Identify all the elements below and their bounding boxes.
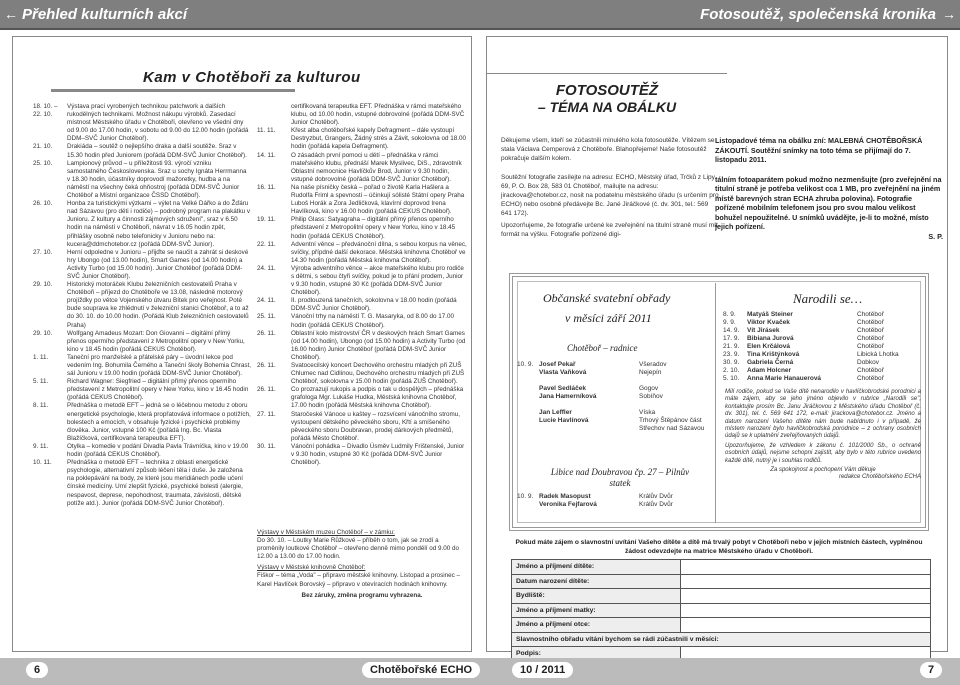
- birth-town: Chotěboř: [857, 335, 884, 342]
- notice-title-museum: Výstavy v Městském muzeu Chotěboř – v zámku:: [257, 529, 395, 536]
- birth-name: Elen Krčálová: [747, 343, 790, 350]
- form-label: Jméno a příjmení dítěte:: [512, 560, 681, 575]
- fotosoutez-b2: tálním fotoaparátem pokud možno nezmenšujte (pro zveřejnění na titulní straně je potřeba velikost cca 1 MB, pro zveřejnění na jiném místě barevných stran ECHA zhruba polovina). Fotografie pořízené mobilním telefonem jsou pro svou malou velikost bohužel nepoužitelné. U snímků uvádějte, je-li to možné, místo jejich pořízení.: [715, 174, 942, 231]
- fotosoutez-text: [501, 136, 719, 239]
- person-town: Králův Dvůr: [639, 501, 673, 508]
- couple-row: [539, 417, 709, 433]
- person-town: Sobíňov: [639, 393, 663, 400]
- arrow-right-icon: →: [942, 6, 956, 22]
- narozeni-note: [725, 389, 921, 482]
- person-name: Vlasta Vaňková: [539, 369, 587, 376]
- fotosoutez-subtitle: – TÉMA NA OBÁLKU: [537, 99, 677, 115]
- person-town: Nejepín: [639, 369, 662, 376]
- event-text: Otylka – komedie v podání Divadla Pavla Trávníčka, kino v 19.00 hodin (pořádá CEKUS Chotěboř).: [67, 442, 249, 459]
- birth-date: 17. 9.: [723, 335, 740, 342]
- event-item: [33, 160, 251, 200]
- couple-row: [539, 385, 709, 393]
- fotosoutez-p3: Upozorňujeme, že fotografie určené ke zveřejnění na titulní straně musí mít formát na výšku. Fotografie pořízené digi-: [501, 222, 718, 238]
- birth-date: 30. 9.: [723, 359, 740, 366]
- event-date: 14. 11.: [257, 151, 276, 159]
- birth-date: 8. 9.: [723, 311, 736, 318]
- event-date: 29. 10.: [33, 329, 53, 337]
- birth-name: Tina Krištýnková: [747, 351, 800, 358]
- event-item: [257, 411, 467, 443]
- event-date: 25. 10.: [33, 159, 53, 167]
- event-text: Výroba adventního věnce – akce mateřského klubu pro rodiče s dětmi, s sebou čtyři svíčky, pokud je to přání prodem, Junior v 9.30 hodin, vstupné 30 Kč (pořádá DDM-SVČ Junior Chotěboř).: [291, 264, 464, 297]
- event-date: 25. 11.: [257, 313, 276, 321]
- fotosoutez-p2: Soutěžní fotografie zasílejte na adresu: ECHO, Městský úřad, Trčků z Lipy 69, P. O. Box 28, 583 01 Chotěboř, mailujte na adresu: jirackova@chotebor.cz, nosit na podatelnu městského úřadu (s určením pro ECHO) nebo osobně předávejte Bc. Jané Jiráčkové (č. dv. 301, tel.: 569 641 172).: [501, 174, 719, 217]
- birth-town: Chotěboř: [857, 343, 884, 350]
- person-name: Josef Pekař: [539, 361, 576, 368]
- obrady-date-1: 10. 9.: [517, 361, 534, 368]
- event-item: [257, 184, 467, 216]
- person-name: Veronika Fejfarová: [539, 501, 597, 508]
- couple-row: [539, 493, 709, 501]
- birth-date: 9. 9.: [723, 319, 736, 326]
- birth-name: Viktor Kvaček: [747, 319, 790, 326]
- event-item: [257, 152, 467, 184]
- birth-name: Matyáš Steiner: [747, 311, 793, 318]
- birth-row: [723, 343, 923, 351]
- event-item: [33, 143, 251, 159]
- couple-row: [539, 501, 709, 509]
- birth-town: Libická Lhotka: [857, 351, 899, 358]
- form-label: Bydliště:: [512, 589, 681, 604]
- event-date: 8. 11.: [33, 402, 49, 410]
- birth-date: 23. 9.: [723, 351, 740, 358]
- obrady-title: Občanské svatební obřady: [543, 291, 671, 305]
- birth-row: [723, 375, 923, 383]
- births-weddings-frame: [509, 273, 929, 531]
- obrady-subtitle: v měsíci září 2011: [565, 311, 652, 325]
- event-text: Philip Glass: Satyagraha – digitální přímý přenos operního představení z Metropolitní opery v New Yorku, kino v 18.45 hodin (pořádá CEKUS Chotěboř).: [291, 216, 456, 240]
- event-date: [257, 103, 287, 127]
- narozeni-sign: redakce Chotěbořského ECHA: [838, 474, 921, 481]
- form-label: Podpis:: [512, 647, 681, 662]
- event-item: [257, 103, 467, 127]
- header-bar: [0, 0, 960, 30]
- event-date: 5. 11.: [33, 378, 49, 386]
- event-text: certifikovaná terapeutka EFT. Přednáška v rámci mateřského klubu, od 10.00 hodin, vstupné dobrovolné (pořádá DDM-SVČ Junior Chotěboř).: [291, 103, 465, 127]
- narozeni-list: [723, 311, 923, 383]
- form-intro: Pokud máte zájem o slavnostní uvítání Vašeho dítěte a dítě má trvalý pobyt v Chotěboři nebo v jejích místních částech, vyplněnou žádost odevzdejte na matrice Městského úřadu v Chotěboři.: [515, 539, 923, 555]
- event-text: Přednáška o metodě EFT – technika z oblasti energetické psychologie, alternativní způsob léčení těla i duše. Je založena na poklepávání na body, ze které jsou meridiánech podle učení čínské medicíny. Umí zlepšit fyzické, psychické bolesti (alergie, nespavost, deprese, nepohodnost, traumata, závislosti, dětské potíže atd.). Junior (pořádá DDM-SVČ Junior Chotěboř).: [67, 459, 243, 507]
- event-date: 27. 11.: [257, 410, 276, 418]
- person-name: Pavel Sedláček: [539, 385, 586, 392]
- event-item: [257, 127, 467, 151]
- fotosoutez-b1: Listopadové téma na obálku zní: MALEBNÁ CHOTĚBOŘSKÁ ZÁKOUTÍ. Soutěžní snímky na toto téma se přijímají do 7. listopadu 2011.: [715, 136, 923, 164]
- event-item: [33, 200, 251, 249]
- form-row: [512, 574, 931, 589]
- event-text: Honba za turistickými výzkami – výlet na Velké Dářko a do Žďáru nad Sázavou (pro děti i rodiče) – podrobný program na plakátku v Junioru. Z kultury a činnosti zájmových sdružení", sraz v 6.50 hodin na náměstí v Chotěboři, návrat v 16.05 hodin zpět, přihlášky osobně nebo telefonicky v Junioru nebo na: kucera@ddmchotebor.cz (pořádá DDM-SVČ Junior).: [67, 200, 251, 248]
- obrady-place-1: Chotěboř – radnice: [567, 343, 638, 353]
- notice-text-library: Fiškor – téma „Voda" – připravo městské knihovny. Listopad a prosinec – Karel Havlíček Borovský – připravo v otevíracích hodinách knihovny.: [257, 572, 461, 588]
- footer-bar: [0, 658, 960, 685]
- left-page: [12, 36, 472, 652]
- person-name: Jan Leffler: [539, 409, 572, 416]
- birth-town: Chotěboř: [857, 375, 884, 382]
- event-text: Drakiáda – soutěž o nejlepšího draka a další soutěže. Sraz v 15.30 hodin před Juniorem (pořádá DDM-SVČ Junior Chotěboř).: [67, 143, 247, 159]
- event-text: Adventní věnce – předvánoční dílna, s sebou korpus na věnec, svíčky, přípdné další dekorace. Městská knihovna Chotěboř ve 14.30 hodin (pořádá Městská knihovna Chotěboř).: [291, 240, 467, 264]
- event-text: Na naše písničky česká – pořad o životě Karla Hašlera a Rudolfa Friml a spevnosti – účinkují sólisté Státní opery Praha Luboš Horák a Zora Jedličková, klavírní doprovod Irena Havlíková, kino v 16.00 hodin (pořádá CEKUS Chotěboř).: [291, 183, 465, 216]
- birth-row: [723, 367, 923, 375]
- form-row: [512, 603, 931, 618]
- couple-row: [539, 409, 709, 417]
- birth-name: Adam Holcner: [747, 367, 792, 374]
- couple-row: [539, 369, 709, 377]
- birth-town: Dobkov: [857, 359, 880, 366]
- person-town: Trhový Štěpánov část Střechov nad Sázavou: [639, 417, 705, 432]
- obrady-couples-1: [539, 361, 709, 441]
- title-rule: [51, 89, 295, 92]
- couple-row: [539, 361, 709, 369]
- narozeni-note-2: Upozorňujeme, že vzhledem k zákonu č. 101/2000 Sb., o ochraně osobních údajů, nejsme schopni zajistit, aby bylo v této rubrice uvedeno každé dítě, nutný je i souhlas rodičů.: [725, 442, 921, 464]
- event-date: 27. 10.: [33, 248, 53, 256]
- event-item: [33, 443, 251, 459]
- event-item: [257, 330, 467, 362]
- event-item: [257, 362, 467, 386]
- birth-name: Vít Jirásek: [747, 327, 780, 334]
- page-title: Kam v Chotěboři za kulturou: [143, 69, 361, 86]
- birth-row: [723, 319, 923, 327]
- header-right: Fotosoutěž, společenská kronika: [700, 6, 936, 23]
- form-row: [512, 618, 931, 633]
- event-text: Oblastní kolo mistrovství ČR v deskových hrách Smart Games (od 14.00 hodin), Ubongo (od 15.00 hodin) a Activity Turbo (od 16.00 hodin) Junior Chotěboř (pořádá DDM-SVČ Junior Chotěboř).: [291, 329, 466, 361]
- person-town: Králův Dvůr: [639, 493, 673, 500]
- event-item: [33, 281, 251, 330]
- fotosoutez-sign: S. P.: [928, 231, 943, 241]
- event-text: O zásadách první pomoci u dětí – přednáška v rámci mateřského klubu, přednáší Marek Myslivec, DiS., zdravotník Oblastní nemocnice Havlíčkův Brod, Junior v 9.30 hodin, vstupné dobrovolné (pořádá DDM-SVČ Junior Chotěboř).: [291, 151, 462, 183]
- event-text: Přednáška o metodě EFT – jedná se o léčebnou metodu z oboru energetické psychologie, která propřatovává informace o potížích, bolestech a emocích, v obsahuje fyzické i psychické problémy člověka. Junior, vstupné 100 Kč (pořádá Ing. Bc. Vlasta Blažíčková, certifikovaná terapeutka EFT).: [67, 402, 251, 442]
- header-left: Přehled kulturních akcí: [22, 6, 188, 23]
- event-date: 21. 10.: [33, 143, 53, 151]
- event-date: 10. 11.: [33, 459, 52, 467]
- arrow-left-icon: ←: [4, 6, 18, 22]
- event-text: Co prozrazují rukopis a podpis o tak u dospělých – přednáška grafologa Mgr. Lukáše Hudka, Městská knihovna Chotěboř, 17.00 hodin (pořádá Městská knihovna Chotěboř).: [291, 386, 464, 410]
- form-field[interactable]: [681, 560, 931, 575]
- fotosoutez-p1: Děkujeme všem, kteří se zúčastnili minulého kola fotosoutěže. Vítězem se stala Václava Cemperová z Chotěboře. Blahopřejeme! Naše fotosoutěž pokračuje dalším kolem.: [501, 137, 715, 162]
- events-column-2: [257, 103, 467, 467]
- disclaimer: Bez záruky, změna programu vyhrazena.: [301, 591, 423, 599]
- birth-town: Chotěboř: [857, 311, 884, 318]
- person-name: Radek Masopust: [539, 493, 591, 500]
- form-field[interactable]: [681, 574, 931, 589]
- form-field[interactable]: [681, 603, 931, 618]
- birth-date: 5. 10.: [723, 375, 740, 382]
- birth-date: 2. 10.: [723, 367, 740, 374]
- event-text: Vánoční trhy na náměstí T. G. Masaryka, od 8.00 do 17.00 hodin (pořádá CEKUS Chotěboř).: [291, 313, 454, 329]
- birth-row: [723, 351, 923, 359]
- event-text: Taneční pro manželské a přátelské páry – úvodní lekce pod vedením Ing. Bohumila Černého a Taneční školy Bohemia Chrast, sál Junioru v 19.00 hodin (pořádá DDM-SVČ Junior Chotěboř).: [67, 353, 251, 378]
- welcome-form: [511, 559, 931, 662]
- event-item: [257, 443, 467, 467]
- event-item: [33, 378, 251, 402]
- person-town: Všeradov: [639, 361, 667, 368]
- birth-row: [723, 335, 923, 343]
- narozeni-wish: Za spokojnost a pochopení Vám děkuje: [770, 467, 876, 474]
- narozeni-note-1: Milí rodiče, pokud se Vaše dítě nenarodilo v havlíčkobrodské porodnici a máte zájem, aby se jeho jméno objevilo v rubrice „Narodili se", kontaktujte prosím Bc. Janu Jiráčkovou z Městského úřadu Chotěboř (č. dv. 301), tel. č. 569 641 172, e-mail: jirackova@chotebor.cz. Jméno a datum narození Vašeho dítěte nám bude nabídnuto i v případě, že místem narození bylo havlíčkobrodská porodnice – z ochrany osobních údajů se k uplatnění zveřejňovaných údajů.: [725, 389, 921, 440]
- event-date: 26. 10.: [33, 200, 53, 208]
- event-date: 22. 11.: [257, 240, 276, 248]
- birth-name: Bibiana Jurová: [747, 335, 794, 342]
- person-town: Gogov: [639, 385, 659, 392]
- right-page: [486, 36, 948, 658]
- events-column-1: [33, 103, 251, 508]
- event-item: [257, 313, 467, 329]
- event-date: 24. 11.: [257, 297, 276, 305]
- event-text: Svatocecilský koncert Dechového orchestru mladých při ZUŠ Chlumec nad Cidlinou, Dechového orchestru mladých při ZUŠ Chotěboř, sokolovna v 15.00 hodin (pořádá ZUŠ Chotěboř).: [291, 362, 465, 386]
- birth-date: 21. 9.: [723, 343, 740, 350]
- birth-row: [723, 327, 923, 335]
- event-item: [257, 265, 467, 297]
- page-number-left: 6: [26, 662, 48, 678]
- birth-town: Chotěboř: [857, 319, 884, 326]
- couple-row: [539, 393, 709, 401]
- event-item: [257, 386, 467, 410]
- obrady-date-2: 10. 9.: [517, 493, 534, 500]
- event-date: 26. 11.: [257, 362, 276, 369]
- form-label: Jméno a příjmení matky:: [512, 603, 681, 618]
- event-date: 16. 11.: [257, 183, 276, 191]
- event-text: Křest alba chotěbořské kapely Defragment – dále vystoupí Destryzbut, Grangers, Žádný strés a Závit, sokolovna od 18.00 hodin (pořádá kapela Defragment).: [291, 127, 466, 151]
- obrady-place-2: Libice nad Doubravou čp. 27 – Pilnův statek: [550, 467, 690, 488]
- birth-town: Chotěboř: [857, 327, 884, 334]
- event-item: [33, 402, 251, 442]
- event-date: 29. 10.: [33, 281, 53, 289]
- event-item: [257, 297, 467, 313]
- event-item: [33, 249, 251, 281]
- person-name: Lucie Havlínová: [539, 417, 589, 424]
- form-label: Slavnostního obřadu vítání bychom se rádi zúčastnili v měsíci:: [512, 632, 931, 647]
- event-text: Richard Wagner: Siegfried – digitální přímý přenos opermího představení z Metropolitní opery v New Yorku, kino v 16.45 hodin (pořádá CEKUS Chotěboř).: [67, 378, 249, 402]
- event-date: 24. 11.: [257, 264, 276, 272]
- notices: [257, 529, 467, 600]
- event-date: 19. 11.: [257, 216, 276, 224]
- birth-name: Gabriela Černá: [747, 359, 794, 366]
- event-item: [33, 354, 251, 378]
- issue-number: 10 / 2011: [512, 662, 573, 678]
- form-row: [512, 632, 931, 647]
- event-text: Vánoční pohádka – Divadlo Úsměv Ludmily Frištenské, Junior v 9.30 hodin, vstupné 30 Kč (pořádá DDM-SVČ Junior Chotěboř).: [291, 442, 465, 467]
- event-text: Historický motoráček Klubu železničních cestovatelů Praha v Chotěboři – příjezd do Chotěboře ve 13.08, následně motorový projíždky po větce Vojenského útvaru Bítek pro veřejnost. Poté bude souprava ke zhlédnutí v železniční stanici Chotěboř, a to až do 30. 10. do 10.00 hodin. (Pořádá Klub železničních cestovatelů Praha): [67, 281, 249, 329]
- event-item: [33, 103, 251, 143]
- event-date: 30. 11.: [257, 442, 276, 450]
- event-item: [33, 330, 251, 354]
- form-row: [512, 560, 931, 575]
- event-text: II. prodlouzená tanečních, sokolovna v 18.00 hodin (pořádá DDM-SVČ Junior Chotěboř).: [291, 297, 457, 313]
- event-text: Výstava prací vyrobených technikou patchwork a dalších rukodělných technikami. Možnost nákupu výrobků. Zasedací místnost Městského úřadu v Chotěboři, otevřeno ve všední dny od 9.00 do 17.00 hodin, v sobotu od 9.00 do 12.00 hodin (pořádá DDM–SVČ Junior Chotěboř).: [67, 103, 249, 143]
- event-item: [33, 459, 251, 508]
- birth-date: 14. 9.: [723, 327, 740, 334]
- event-text: Wolfgang Amadeus Mozart: Don Giovanni – digitální přímý přenos opermího představení z Metropolitní opery v New Yorku, kino v 18.45 hodin (pořádá CEKUS Chotěboř).: [67, 329, 245, 353]
- person-town: Víska: [639, 409, 656, 416]
- form-label: Jméno a příjmení otce:: [512, 618, 681, 633]
- birth-row: [723, 311, 923, 319]
- event-date: 26. 11.: [257, 386, 276, 394]
- event-item: [257, 241, 467, 265]
- fotosoutez-bold: [715, 136, 943, 241]
- person-name: Jana Hamerníková: [539, 393, 597, 400]
- fotosoutez-title: FOTOSOUTĚŽ: [555, 82, 659, 99]
- obrady-couples-2: [539, 493, 709, 517]
- birth-row: [723, 359, 923, 367]
- event-item: [257, 216, 467, 240]
- event-date: 9. 11.: [33, 442, 49, 450]
- event-text: Staročeské Vánoce u kaštey – rozsvícení vánočního stromu, vystoupení dětského pěveckého sboru, Křtí a smíšeného pěveckého sboru Doubravan, prodej dárkových předmětů, pořádá Město Chotěboř.: [291, 410, 461, 442]
- form-field[interactable]: [681, 589, 931, 604]
- event-text: Herní odpoledne v Junioru – přijďte se naučit a zahrát si deskové hry Ubongo (od 13.00 hodin), Smart Games (od 14.00 hodin) a Activity Turbo (od 15.00 hodin). Junior Chotěboř (pořádá DDM-SVČ Junior Chotěboř).: [67, 248, 249, 280]
- event-date: 18. 10. – 22. 10.: [33, 103, 58, 119]
- notice-title-library: Výstavy v Městské knihovně Chotěboř:: [257, 564, 366, 572]
- birth-name: Anna Marie Hanauerová: [747, 375, 822, 382]
- form-row: [512, 589, 931, 604]
- notice-text-museum: Do 30. 10. – Loutky Marie Růžkové – příběh o tom, jak se zrodí a proměnily loutkové Chotěboř – otevřeno denně mimo pondělí od 9.00 do 12.00 a 13.00 do 17.00 hodin.: [257, 537, 459, 561]
- event-date: 1. 11.: [33, 353, 49, 361]
- narozeni-title: Narodili se…: [793, 291, 863, 306]
- page-number-right: 7: [920, 662, 942, 678]
- birth-town: Chotěboř: [857, 367, 884, 374]
- form-field[interactable]: [681, 618, 931, 633]
- event-date: 11. 11.: [257, 127, 276, 135]
- publication-name: Chotěbořské ECHO: [362, 662, 480, 678]
- form-label: Datum narození dítěte:: [512, 574, 681, 589]
- event-text: Lampionový průvod – u příležitosti 93. výročí vzniku samostatného Československa. Sraz u sochy Ignáta Herrmanna v 18.30 hodin, účastníky doprovodí mažoretky, hudba a na náměstí na všechny čeká ohňostroj (pořádá DDM-SVČ Junior Chotěboř a Místní organizace ČSSD Chotěboř).: [67, 159, 247, 200]
- event-date: 26. 11.: [257, 329, 276, 337]
